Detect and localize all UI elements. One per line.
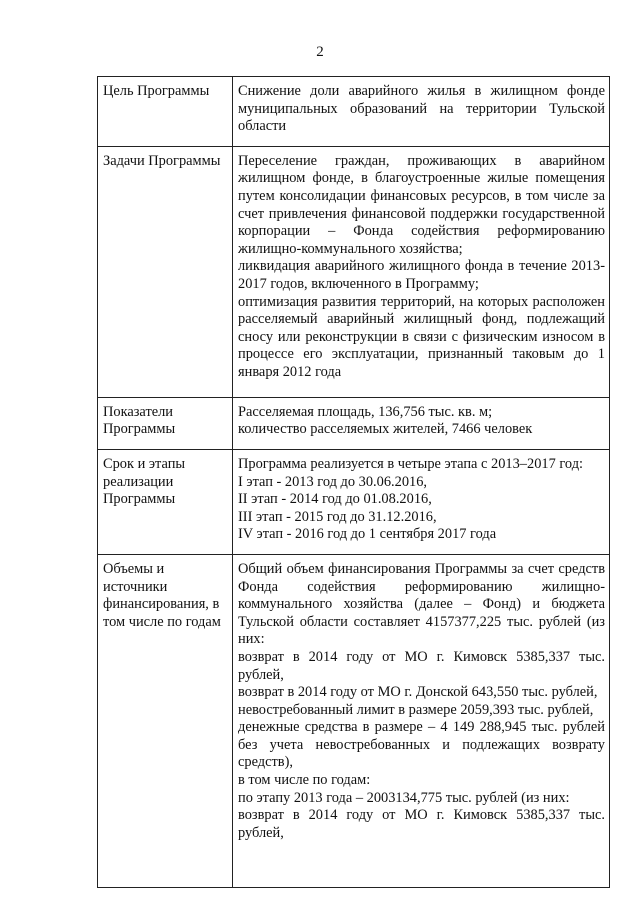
funding-by-years-heading: в том числе по годам: <box>238 772 371 789</box>
terms-label: Срок и этапы реализации Программы <box>98 449 233 554</box>
indicators-value <box>233 397 610 449</box>
funding-return-donskoy: возврат в 2014 году от МО г. Донской 643,550 тыс. рублей, <box>238 684 598 701</box>
tasks-label: Задачи Программы <box>98 146 233 397</box>
table-row-goal <box>98 77 610 147</box>
table-row-tasks <box>98 146 610 397</box>
goal-value <box>233 77 610 147</box>
terms-stage-4: IV этап - 2016 год до 1 сентября 2017 года <box>238 526 497 543</box>
funding-unclaimed-limit: невостребованный лимит в размере 2059,393 тыс. рублей, <box>238 701 594 718</box>
indicators-item-1: Расселяемая площадь, 136,756 тыс. кв. м; <box>238 403 493 420</box>
program-passport-table <box>97 76 610 888</box>
terms-stage-1: I этап - 2013 год до 30.06.2016, <box>238 473 428 490</box>
funding-value <box>233 554 610 887</box>
table-row-indicators <box>98 397 610 449</box>
funding-label: Объемы и источники финансирования, в том числе по годам <box>98 554 233 887</box>
terms-stage-2: II этап - 2014 год до 01.08.2016, <box>238 491 432 508</box>
goal-text: Снижение доли аварийного жилья в жилищном фонде муниципальных образований на территории Тульской области <box>238 83 605 135</box>
terms-value <box>233 449 610 554</box>
tasks-item-1: Переселение граждан, проживающих в аварийном жилищном фонде, в благоустроенные жилые помещения путем консолидации финансовых ресурсов, в том числе за счет привлечения финансовой поддержки государственной корпорации – Фонда содействия реформированию жилищно-коммунального хозяйства; <box>238 152 605 257</box>
funding-total: Общий объем финансирования Программы за счет средств Фонда содействия реформированию жилищно-коммунального хозяйства (далее – Фонд) и бюджета Тульской области составляет 4157377,225 тыс. рублей (из них: <box>238 560 605 648</box>
funding-stage-2013-return-kimovsk: возврат в 2014 году от МО г. Кимовск 5385,337 тыс. рублей, <box>238 807 605 841</box>
terms-stage-3: III этап - 2015 год до 31.12.2016, <box>238 508 437 525</box>
tasks-item-3: оптимизация развития территорий, на которых расположен расселяемый аварийный жилищный фонд, подлежащий сносу или реконструкции в связи с физическим износом в процессе его эксплуатации, признанный таковым до 1 января 2012 года <box>238 293 605 380</box>
table-row-funding <box>98 554 610 887</box>
tasks-item-2: ликвидация аварийного жилищного фонда в течение 2013-2017 годов, включенного в Программу; <box>238 258 605 292</box>
indicators-item-2: количество расселяемых жителей, 7466 человек <box>238 421 533 438</box>
tasks-value <box>233 146 610 397</box>
indicators-label: Показатели Программы <box>98 397 233 449</box>
goal-label: Цель Программы <box>98 77 233 147</box>
page-number: 2 <box>316 44 324 60</box>
table-row-terms <box>98 449 610 554</box>
funding-return-kimovsk: возврат в 2014 году от МО г. Кимовск 5385,337 тыс. рублей, <box>238 648 605 683</box>
funding-cash-amount: денежные средства в размере – 4 149 288,945 тыс. рублей без учета невостребованных и подлежащих возврату средств), <box>238 719 605 771</box>
funding-stage-2013: по этапу 2013 года – 2003134,775 тыс. рублей (из них: <box>238 789 570 806</box>
terms-intro: Программа реализуется в четыре этапа с 2013–2017 год: <box>238 455 584 472</box>
